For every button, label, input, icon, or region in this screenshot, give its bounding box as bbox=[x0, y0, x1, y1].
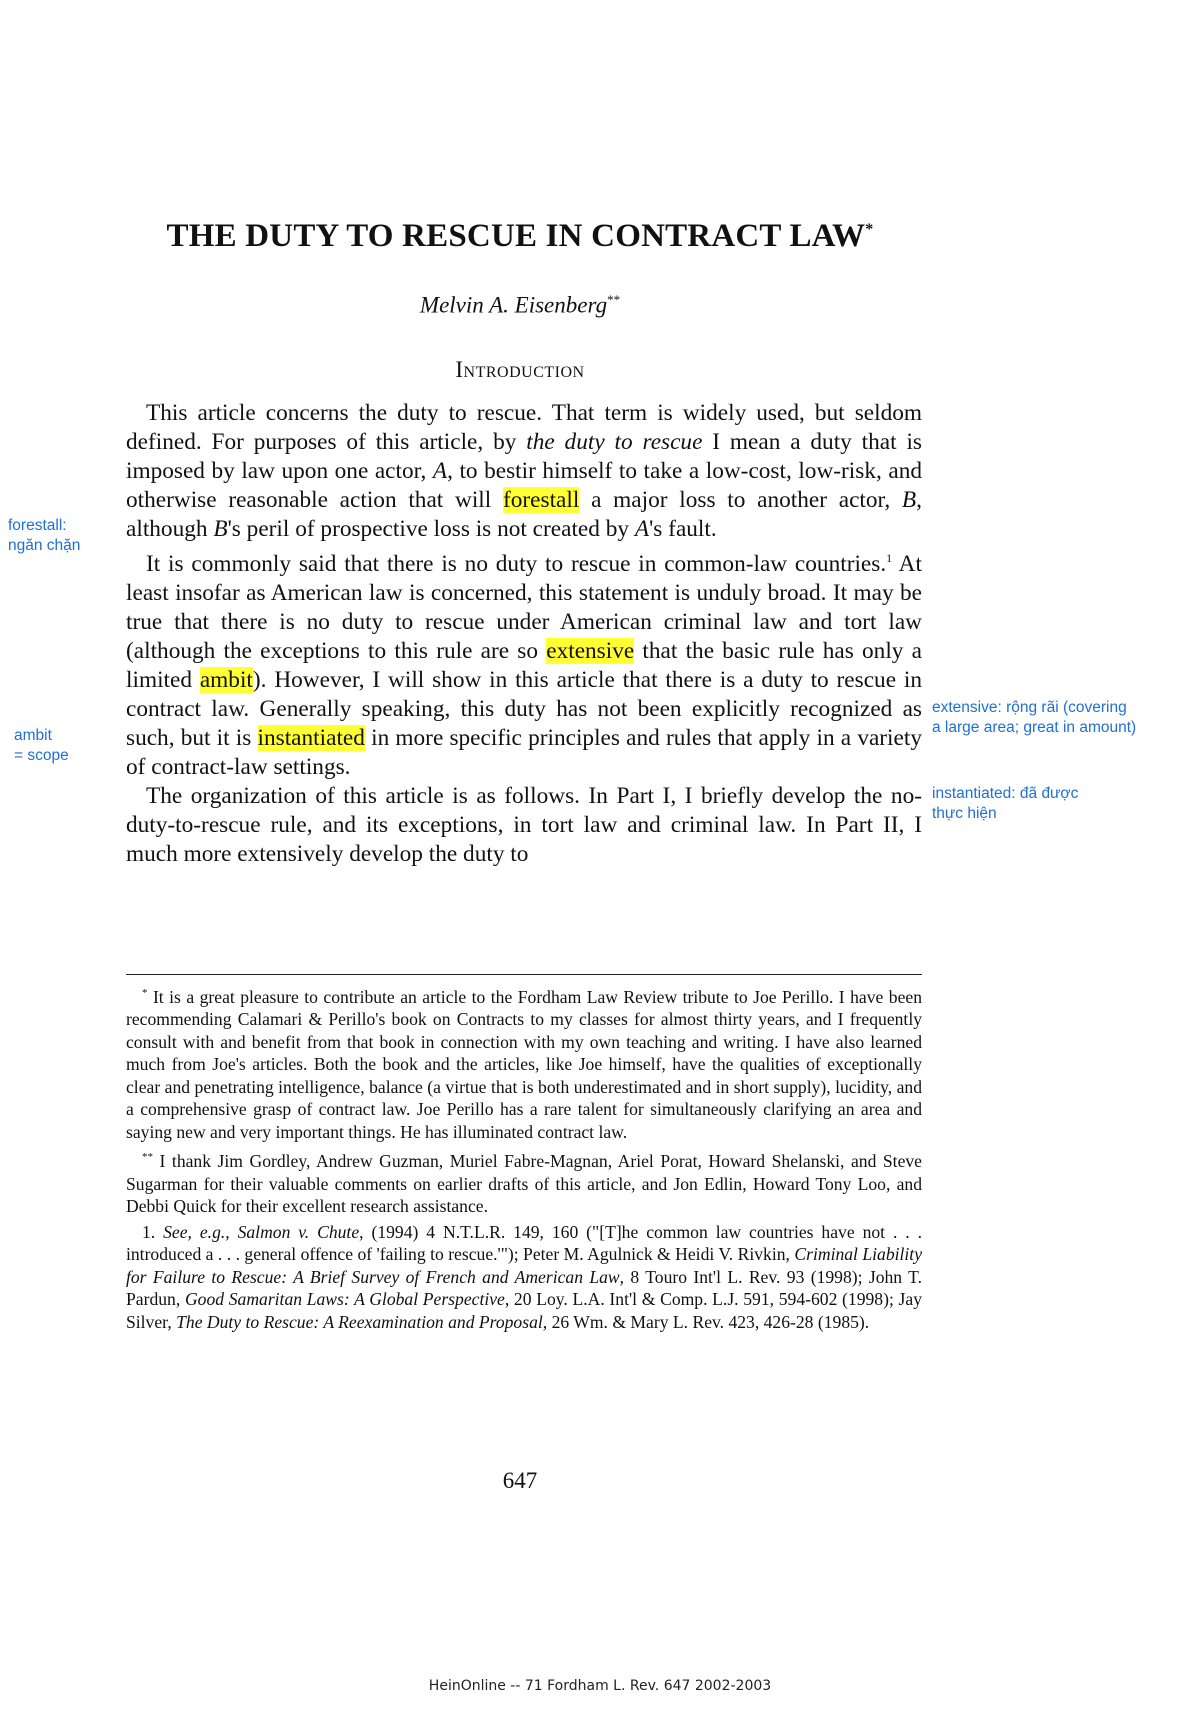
text-run: 's fault. bbox=[649, 516, 717, 542]
page-footer: HeinOnline -- 71 Fordham L. Rev. 647 2002-2003 bbox=[428, 1678, 772, 1694]
title-footnote-marker[interactable]: * bbox=[865, 221, 874, 238]
italic-term: A bbox=[432, 458, 448, 484]
text-run: 1. bbox=[142, 1221, 164, 1242]
text-run: a major loss to another actor, bbox=[579, 487, 902, 513]
annotation-line: a large area; great in amount) bbox=[932, 719, 1137, 736]
footnote-marker: * bbox=[142, 987, 148, 999]
text-run: It is commonly said that there is no duty to rescue in common-law countries. bbox=[146, 550, 887, 577]
footnote-text: It is a great pleasure to contribute an article to the Fordham Law Review tribute to Joe Perillo. I have been recommending Calamari & Perillo's book on Contracts to my classes for almost thirty years, and I frequently consult with and benefit from that book in connection with my own teaching and writing. I have also learned much from Joe's articles. Both the book and the articles, like Joe himself, have the qualities of exceptionally clear and penetrating intelligence, balance (a virtue that is both underestimated and in short supply), lucidity, and a comprehensive grasp of contract law. Joe Perillo has a rare talent for simultaneously clarifying an area and saying new and very important things. He has illuminated contract law. bbox=[126, 986, 922, 1142]
highlight-ambit[interactable]: ambit bbox=[199, 666, 253, 693]
title-text: THE DUTY TO RESCUE IN CONTRACT LAW bbox=[166, 218, 866, 254]
annotation-line: instantiated: đã được bbox=[932, 785, 1079, 802]
footnote-1 bbox=[126, 1221, 922, 1334]
annotation-line: ambit bbox=[14, 727, 52, 744]
text-run: , 26 Wm. & Mary L. Rev. 423, 426-28 (1985). bbox=[542, 1311, 870, 1332]
highlight-forestall[interactable]: forestall bbox=[503, 487, 580, 513]
annotation-line: thực hiện bbox=[932, 805, 997, 822]
italic-term: B bbox=[901, 487, 917, 513]
annotation-instantiated[interactable] bbox=[932, 784, 1078, 824]
body-text bbox=[126, 399, 922, 869]
footnote-marker: ** bbox=[142, 1151, 153, 1164]
text-run: ). However, I will show in this article that there is a duty to rescue in contract law. Generally speaking, this duty has not been explicitly recognized as such, but it is bbox=[126, 666, 922, 751]
annotation-ambit[interactable] bbox=[14, 726, 69, 766]
text-run: , (1994) 4 N.T.L.R. 149, 160 ("[T]he common law countries have not . . . introduced a . . . general offence of 'failing to rescue.'"); Peter M. Agulnick & Heidi V. Rivkin, bbox=[126, 1221, 923, 1265]
text-run: I mean a duty that is imposed by law upon one actor, bbox=[126, 429, 922, 484]
annotation-forestall[interactable] bbox=[8, 516, 80, 556]
footnote-divider bbox=[126, 974, 922, 975]
italic-citation: The Duty to Rescue: A Reexamination and Proposal bbox=[176, 1311, 543, 1332]
text-run: , 8 Touro Int'l L. Rev. 93 (1998); John T. Pardun, bbox=[126, 1266, 922, 1310]
author-footnote-marker[interactable]: ** bbox=[607, 292, 621, 307]
italic-term: B bbox=[213, 516, 228, 542]
footnote-ref-1[interactable]: 1 bbox=[886, 551, 893, 565]
footnote-star bbox=[126, 982, 922, 1143]
italic-citation: See, e.g., Salmon v. Chute bbox=[163, 1221, 360, 1242]
highlight-instantiated[interactable]: instantiated bbox=[257, 724, 365, 751]
article-title bbox=[120, 218, 920, 255]
text-run: , although bbox=[126, 487, 922, 542]
highlight-extensive[interactable]: extensive bbox=[546, 637, 635, 664]
paragraph-3 bbox=[126, 782, 922, 869]
italic-term: the duty to rescue bbox=[526, 429, 703, 455]
author-line bbox=[120, 292, 920, 319]
page-number: 647 bbox=[502, 1468, 538, 1493]
author-name: Melvin A. Eisenberg bbox=[419, 292, 608, 318]
annotation-line: extensive: rộng rãi (covering bbox=[932, 699, 1127, 716]
annotation-line: = scope bbox=[14, 747, 69, 764]
italic-citation: Good Samaritan Laws: A Global Perspective bbox=[184, 1289, 505, 1310]
paragraph-2 bbox=[126, 544, 922, 782]
annotation-line: forestall: bbox=[8, 517, 67, 534]
italic-term: A bbox=[634, 516, 650, 542]
section-heading: Introduction bbox=[455, 357, 585, 382]
footnote-text: I thank Jim Gordley, Andrew Guzman, Muriel Fabre-Magnan, Ariel Porat, Howard Shelanski, and Steve Sugarman for their valuable comments on earlier drafts of this article, and Jon Edlin, Howard Tony Loo, and Debbi Quick for their excellent research assistance. bbox=[126, 1151, 922, 1217]
text-run: This article concerns the duty to rescue. That term is widely used, but seldom defined. For purposes of this article, by bbox=[126, 400, 922, 455]
text-run: , 20 Loy. L.A. Int'l & Comp. L.J. 591, 594-602 (1998); Jay Silver, bbox=[126, 1289, 922, 1332]
text-run: 's peril of prospective loss is not created by bbox=[227, 516, 635, 542]
text-run: At least insofar as American law is concerned, this statement is unduly broad. It may be true that there is no duty to rescue under American criminal law and tort law (although the exceptions to this rule are so bbox=[126, 550, 922, 664]
text-run: in more specific principles and rules that apply in a variety of contract-law settings. bbox=[126, 724, 922, 780]
text-run: The organization of this article is as follows. In Part I, I briefly develop the no-duty-to-rescue rule, and its exceptions, in tort law and criminal law. In Part II, I much more extensively develop the duty to bbox=[126, 782, 922, 867]
text-run: , to bestir himself to take a low-cost, low-risk, and otherwise reasonable action that will bbox=[126, 458, 922, 513]
footnote-double-star bbox=[126, 1146, 922, 1217]
paragraph-1 bbox=[126, 399, 922, 544]
annotation-extensive[interactable] bbox=[932, 698, 1136, 738]
text-run: that the basic rule has only a limited bbox=[126, 637, 922, 693]
footnotes bbox=[126, 982, 922, 1336]
annotation-line: ngăn chặn bbox=[8, 537, 81, 554]
italic-citation: Criminal Liability for Failure to Rescue: A Brief Survey of French and American Law bbox=[126, 1244, 922, 1287]
